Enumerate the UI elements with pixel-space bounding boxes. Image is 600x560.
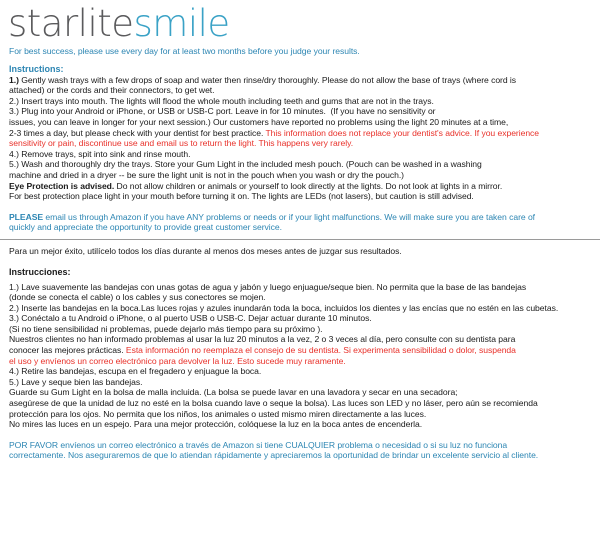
en-dentist-warning: This information does not replace your dentist's advice. If you experience <box>265 127 540 138</box>
es-step1-line1: 1.) Lave suavemente las bandejas con unas gotas de agua y jabón y luego enjuague/seque bien. No permita que la base de las bandejas <box>9 281 527 292</box>
en-please-line2: quickly and appreciate the opportunity to provide great customer service. <box>9 222 282 233</box>
en-step1-number: 1.) <box>9 74 19 85</box>
es-please-line1: POR FAVOR envíenos un correo electrónico a través de Amazon si tiene CUALQUIER problema o necesidad o si su luz no funciona <box>9 439 508 450</box>
es-step4: 4.) Retire las bandejas, escupa en el fregadero y enjuague la boca. <box>9 366 262 377</box>
english-instructions <box>9 46 593 233</box>
es-step5-line3: asegúrese de que la unidad de luz no esté en la bolsa cuando lave o seque la bolsa). Las luces son LED y no láser, pero aún se recomienda <box>9 398 538 409</box>
section-divider <box>0 239 600 240</box>
en-step3-line1: 3.) Plug into your Android or iPhone, or USB or USB-C port. Leave in for 10 minutes. (If you have no sensitivity or <box>9 106 436 117</box>
en-step1-line1: Gently wash trays with a few drops of soap and water then rinse/dry thoroughly. Please do not allow the base of trays (where cord is <box>18 74 517 85</box>
es-step5-line1: 5.) Lave y seque bien las bandejas. <box>9 376 143 387</box>
es-sensitivity-warning: el uso y envíenos un correo electrónico para devolver la luz. Esto sucede muy raramente. <box>9 355 346 366</box>
es-dentist-warning: Esta información no reemplaza el consejo de su dentista. Si experimenta sensibilidad o dolor, suspenda <box>125 345 516 356</box>
en-eye-protection-text: Do not allow children or animals or yourself to look directly at the lights. Do not look at lights in a mirror. <box>114 180 503 191</box>
en-step5-line2: machine and dried in a dryer -- be sure the light unit is not in the pouch when you wash or dry the pouch.) <box>9 169 404 180</box>
en-step3-line2: issues, you can leave in longer for your next session.) Our customers have reported no problems using the light 20 minutes at a time, <box>9 116 509 127</box>
en-step4: 4.) Remove trays, spit into sink and rinse mouth. <box>9 148 191 159</box>
spanish-instructions <box>9 246 593 461</box>
es-step1-line2: (donde se conecta el cable) o los cables y sus conectores se mojen. <box>9 292 266 303</box>
en-sensitivity-warning: sensitivity or pain, discontinue use and email us to return the light. This happens very rarely. <box>9 138 354 149</box>
es-please-line2: correctamente. Nos aseguraremos de que lo atiendan rápidamente y apreciaremos la oportunidad de brindar un excelente servicio al cliente. <box>9 450 539 461</box>
en-please-text: email us through Amazon if you have ANY problems or needs or if your light malfunctions. We will make sure you are taken care of <box>43 211 536 222</box>
logo-part-starlite: starlite <box>8 2 134 45</box>
en-step2: 2.) Insert trays into mouth. The lights will flood the whole mouth including teeth and gums that are not in the trays. <box>9 95 434 106</box>
logo-part-smile: smile <box>133 2 230 45</box>
en-step3-line3: 2-3 times a day, but please check with your dentist for best practice. <box>9 127 266 138</box>
es-step2: 2.) Inserte las bandejas en la boca.Las luces rojas y azules inundarán toda la boca, incluidos los dientes y las encías que no estén en las cubetas. <box>9 302 559 313</box>
instruction-sheet <box>9 4 593 461</box>
brand-logo <box>8 4 593 46</box>
es-intro: Para un mejor éxito, utilícelo todos los días durante al menos dos meses antes de juzgar sus resultados. <box>9 245 402 256</box>
es-step5-line2: Guarde su Gum Light en la bolsa de malla incluida. (La bolsa se puede lavar en una lavadora y secar en una secadora; <box>9 387 458 398</box>
es-step3-line1: 3.) Conéctalo a tu Android o iPhone, o al puerto USB o USB-C. Dejar actuar durante 10 minutos. <box>9 313 372 324</box>
en-step5-line1: 5.) Wash and thoroughly dry the trays. Store your Gum Light in the included mesh pouch. (Pouch can be washed in a washing <box>9 159 482 170</box>
es-step5-line4: protección para los ojos. No permita que los niños, los animales o usted mismo miren directamente a las luces. <box>9 408 427 419</box>
es-instructions-heading: Instrucciones: <box>9 266 71 277</box>
es-step5-line5: No mires las luces en un espejo. Para una mejor protección, colóquese la luz en la boca antes de encenderla. <box>9 419 423 430</box>
en-step1-line2: attached) or the cords and their connectors, to get wet. <box>9 85 215 96</box>
en-please-bold: PLEASE <box>9 211 44 222</box>
en-eye-protection-title: Eye Protection is advised. <box>9 180 115 191</box>
es-step3-line3: Nuestros clientes no han informado problemas al usar la luz 20 minutos a la vez, 2 o 3 veces al día, pero consulte con su dentista para <box>9 334 516 345</box>
en-intro: For best success, please use every day for at least two months before you judge your results. <box>9 46 360 56</box>
en-eye-protection-line2: For best protection place light in your mouth before turning it on. The lights are LEDs (not lasers), but caution is still advised. <box>9 191 474 202</box>
es-step3-line2: (Si no tiene sensibilidad ni problemas, puede dejarlo más tiempo para su próximo ). <box>9 323 323 334</box>
es-step3-line4: conocer las mejores prácticas. <box>9 345 126 356</box>
en-instructions-heading: Instructions: <box>9 63 64 74</box>
